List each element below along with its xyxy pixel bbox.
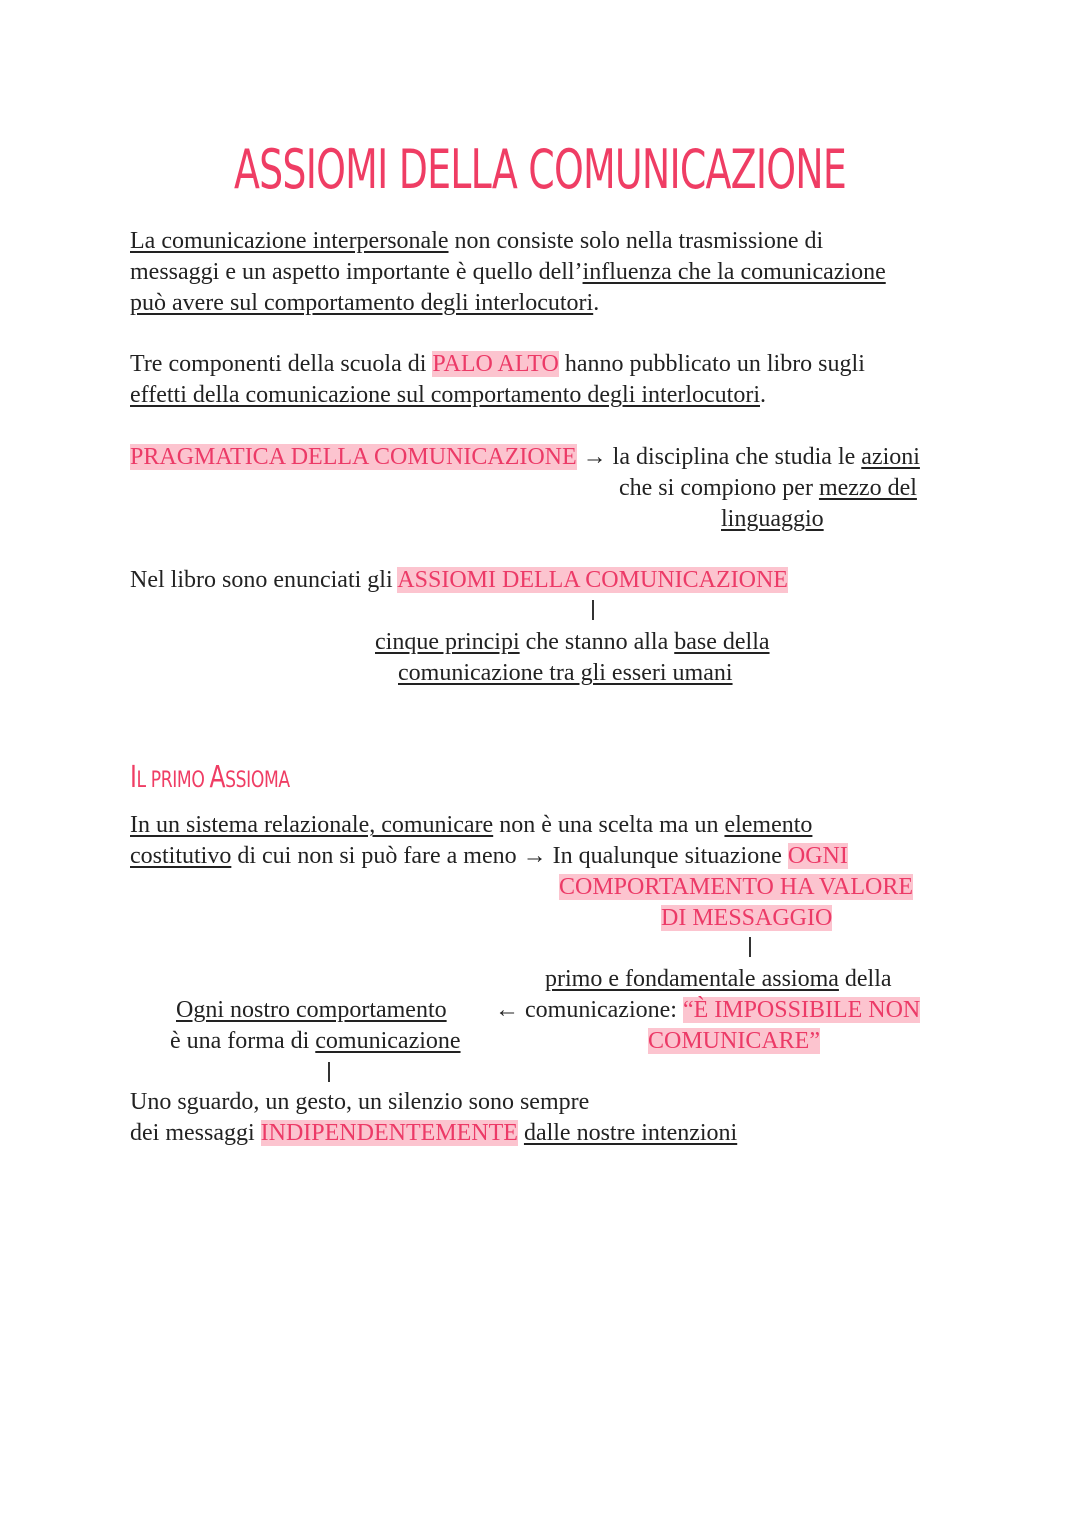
- highlight-comunicare: COMUNICARE”: [648, 1028, 820, 1054]
- pragmatica-line-2: [619, 473, 917, 504]
- intro-line-1: [130, 226, 823, 257]
- primo-left-line-2: [170, 1026, 461, 1057]
- highlight-pragmatica: PRAGMATICA DELLA COMUNICAZIONE: [130, 444, 577, 470]
- underlined-text: dalle nostre intenzioni: [523, 1120, 738, 1146]
- connector-line: [592, 600, 594, 620]
- primo-bottom-line-1: [130, 1087, 589, 1118]
- pragmatica-line-1: [130, 442, 920, 473]
- primo-right-line-2: [495, 995, 920, 1026]
- connector-line: [328, 1062, 330, 1082]
- assiomi-line-2: [375, 627, 770, 658]
- underlined-text: costitutivo: [130, 843, 232, 869]
- text: non è una scelta ma un: [493, 812, 725, 838]
- text: messaggi e un aspetto importante è quello dell’: [130, 259, 583, 285]
- highlight-indipendentemente: INDIPENDENTEMENTE: [260, 1120, 518, 1146]
- underlined-text: influenza che la comunicazione: [582, 259, 886, 285]
- text: ← comunicazione:: [495, 997, 683, 1023]
- underlined-text: linguaggio: [721, 506, 824, 532]
- highlight-palo-alto: PALO ALTO: [432, 351, 559, 377]
- text: non consiste solo nella trasmissione di: [448, 228, 824, 254]
- text: .: [760, 382, 767, 408]
- underlined-text: Ogni nostro comportamento: [176, 997, 447, 1023]
- highlight-impossibile: “È IMPOSSIBILE NON: [682, 997, 921, 1023]
- underlined-text: cinque principi: [375, 629, 520, 655]
- underlined-text: mezzo del: [818, 475, 917, 501]
- text: Tre componenti della scuola di: [130, 351, 433, 377]
- text: della: [838, 966, 892, 992]
- primo-right-line-1: [545, 964, 892, 995]
- underlined-text: elemento: [724, 812, 813, 838]
- assiomi-line-1: [130, 565, 788, 596]
- palo-alto-line-2: [130, 380, 766, 411]
- primo-line-4: [661, 903, 832, 934]
- text: è una forma di: [170, 1028, 316, 1054]
- underlined-text: comunicazione: [315, 1028, 461, 1054]
- underlined-text: effetti della comunicazione sul comportamento degli interlocutori: [130, 382, 761, 408]
- primo-right-line-3: [648, 1026, 820, 1057]
- heading-letter: A: [209, 760, 226, 795]
- heading-text: L PRIMO: [136, 768, 210, 793]
- underlined-text: comunicazione tra gli esseri umani: [398, 660, 733, 686]
- palo-alto-line-1: [130, 349, 865, 380]
- primo-bottom-line-2: [130, 1118, 737, 1149]
- highlight-messaggio: DI MESSAGGIO: [661, 905, 833, 931]
- text: che si compiono per: [619, 475, 819, 501]
- text: hanno pubblicato un libro sugli: [558, 351, 865, 377]
- text: Uno sguardo, un gesto, un silenzio sono sempre: [130, 1089, 590, 1115]
- text: → la disciplina che studia le: [576, 444, 862, 470]
- intro-line-2: [130, 257, 886, 288]
- highlight-comportamento: COMPORTAMENTO HA VALORE: [559, 874, 914, 900]
- primo-line-3: [559, 872, 913, 903]
- page-title: ASSIOMI DELLA COMUNICAZIONE: [234, 138, 846, 201]
- text: di cui non si può fare a meno → In qualunque situazione: [231, 843, 788, 869]
- highlight-ogni: OGNI: [787, 843, 848, 869]
- section-heading-primo-assioma: [130, 760, 290, 795]
- text: Nel libro sono enunciati gli: [130, 567, 398, 593]
- connector-line: [749, 937, 751, 957]
- pragmatica-line-3: [721, 504, 824, 535]
- text: dei messaggi: [130, 1120, 261, 1146]
- primo-left-line-1: [176, 995, 447, 1026]
- underlined-text: azioni: [861, 444, 920, 470]
- underlined-text: base della: [674, 629, 770, 655]
- text: che stanno alla: [519, 629, 675, 655]
- underlined-text: primo e fondamentale assioma: [545, 966, 839, 992]
- underlined-text: La comunicazione interpersonale: [130, 228, 449, 254]
- underlined-text: può avere sul comportamento degli interlocutori: [130, 290, 594, 316]
- intro-line-3: [130, 288, 599, 319]
- underlined-text: In un sistema relazionale, comunicare: [130, 812, 494, 838]
- heading-letter: I: [130, 760, 137, 795]
- primo-line-2: [130, 841, 848, 872]
- heading-text: SSIOMA: [225, 768, 290, 793]
- primo-line-1: [130, 810, 812, 841]
- highlight-assiomi: ASSIOMI DELLA COMUNICAZIONE: [397, 567, 788, 593]
- assiomi-line-3: [398, 658, 733, 689]
- text: .: [593, 290, 600, 316]
